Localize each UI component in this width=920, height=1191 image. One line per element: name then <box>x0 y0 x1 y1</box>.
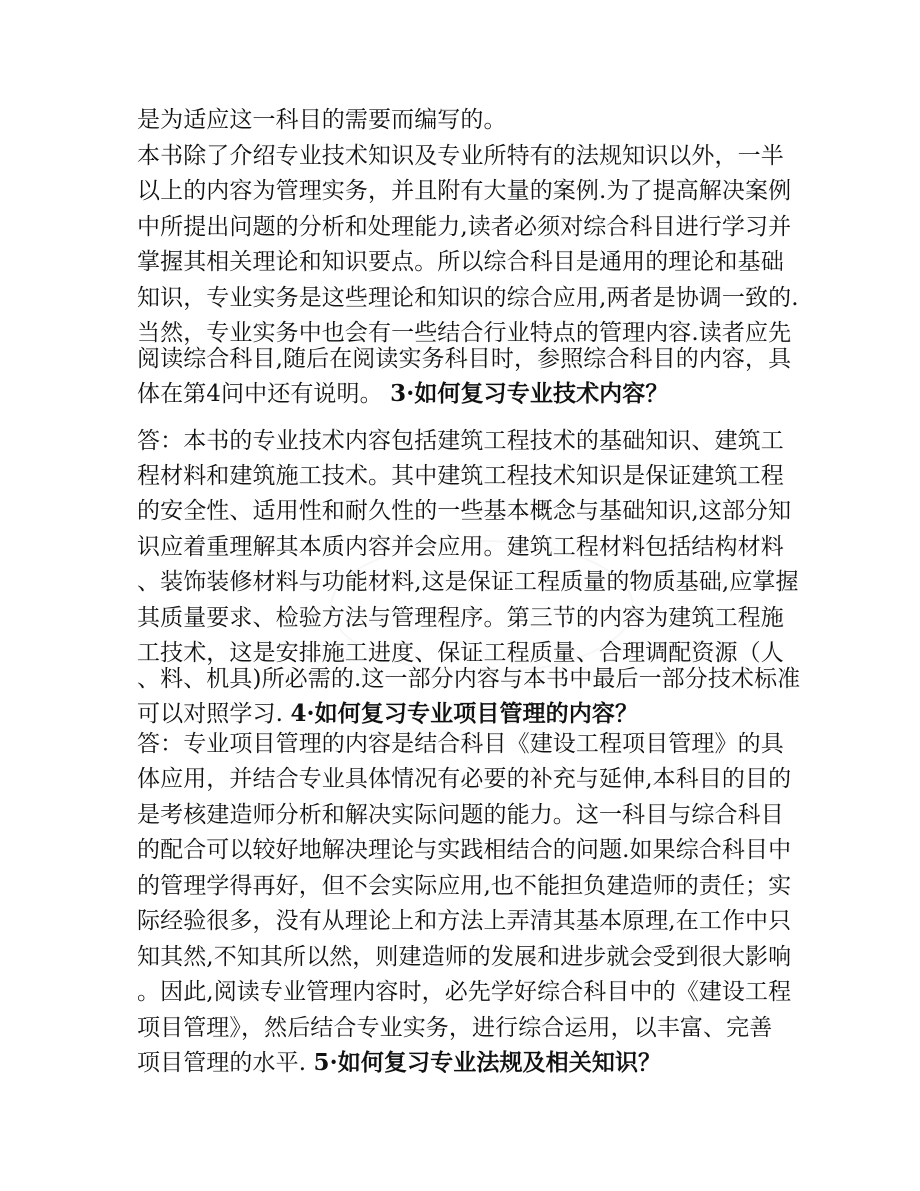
line-text: 体在第4问中还有说明。 <box>137 381 383 407</box>
text-line: 的安全性、适用性和耐久性的一些基本概念与基础知识,这部分知 <box>137 498 792 524</box>
text-line: 的配合可以较好地解决理论与实践相结合的问题.如果综合科目中 <box>137 837 792 863</box>
text-line: 本书除了介绍专业技术知识及专业所特有的法规知识以外，一半 <box>137 143 784 169</box>
text-line: 工技术，这是安排施工进度、保证工程质量、合理调配资源（人 <box>137 640 784 666</box>
text-line: 、装饰装修材料与功能材料,这是保证工程质量的物质基础,应掌握 <box>137 569 799 595</box>
text-line: 是为适应这一科目的需要而编写的。 <box>137 107 507 133</box>
text-line: 知其然,不知其所以然，则建造师的发展和进步就会受到很大影响 <box>137 944 792 970</box>
text-line <box>137 698 638 730</box>
question-heading-3: 3·如何复习专业技术内容？ <box>390 380 669 407</box>
text-line: 当然，专业实务中也会有一些结合行业特点的管理内容.读者应先 <box>137 320 792 346</box>
text-line <box>137 378 668 410</box>
text-line: 答：专业项目管理的内容是结合科目《建设工程项目管理》的具 <box>137 731 784 757</box>
text-line: 际经验很多，没有从理论上和方法上弄清其基本原理,在工作中只 <box>137 908 792 934</box>
text-line: 。因此,阅读专业管理内容时，必先学好综合科目中的《建设工程 <box>137 979 792 1005</box>
text-line: 答：本书的专业技术内容包括建筑工程技术的基础知识、建筑工 <box>137 428 784 454</box>
text-line: 以上的内容为管理实务，并且附有大量的案例.为了提高解决案例 <box>137 178 792 204</box>
text-line: 、料、机具)所必需的.这一部分内容与本书中最后一部分技术标准 <box>137 666 801 692</box>
question-heading-4: 4·如何复习专业项目管理的内容？ <box>290 700 639 727</box>
text-line: 程材料和建筑施工技术。其中建筑工程技术知识是保证建筑工程 <box>137 463 784 489</box>
text-line: 知识，专业实务是这些理论和知识的综合应用,两者是协调一致的. <box>137 285 799 311</box>
text-line: 项目管理》，然后结合专业实务，进行综合运用，以丰富、完善 <box>137 1015 773 1041</box>
text-line: 其质量要求、检验方法与管理程序。第三节的内容为建筑工程施 <box>137 605 784 631</box>
line-text: 项目管理的水平. <box>137 1050 307 1076</box>
text-line: 中所提出问题的分析和处理能力,读者必须对综合科目进行学习并 <box>137 214 792 240</box>
text-line: 识应着重理解其本质内容并会应用。建筑工程材料包括结构材料 <box>137 534 784 560</box>
text-line: 是考核建造师分析和解决实际问题的能力。这一科目与综合科目 <box>137 802 784 828</box>
text-line: 阅读综合科目,随后在阅读实务科目时，参照综合科目的内容，具 <box>137 346 792 372</box>
text-line: 体应用，并结合专业具体情况有必要的补充与延伸,本科目的目的 <box>137 766 792 792</box>
text-line: 掌握其相关理论和知识要点。所以综合科目是通用的理论和基础 <box>137 249 784 275</box>
text-line <box>137 1047 661 1079</box>
question-heading-5: 5·如何复习专业法规及相关知识？ <box>313 1049 662 1076</box>
text-line: 的管理学得再好，但不会实际应用,也不能担负建造师的责任；实 <box>137 873 792 899</box>
line-text: 可以对照学习. <box>137 701 284 727</box>
